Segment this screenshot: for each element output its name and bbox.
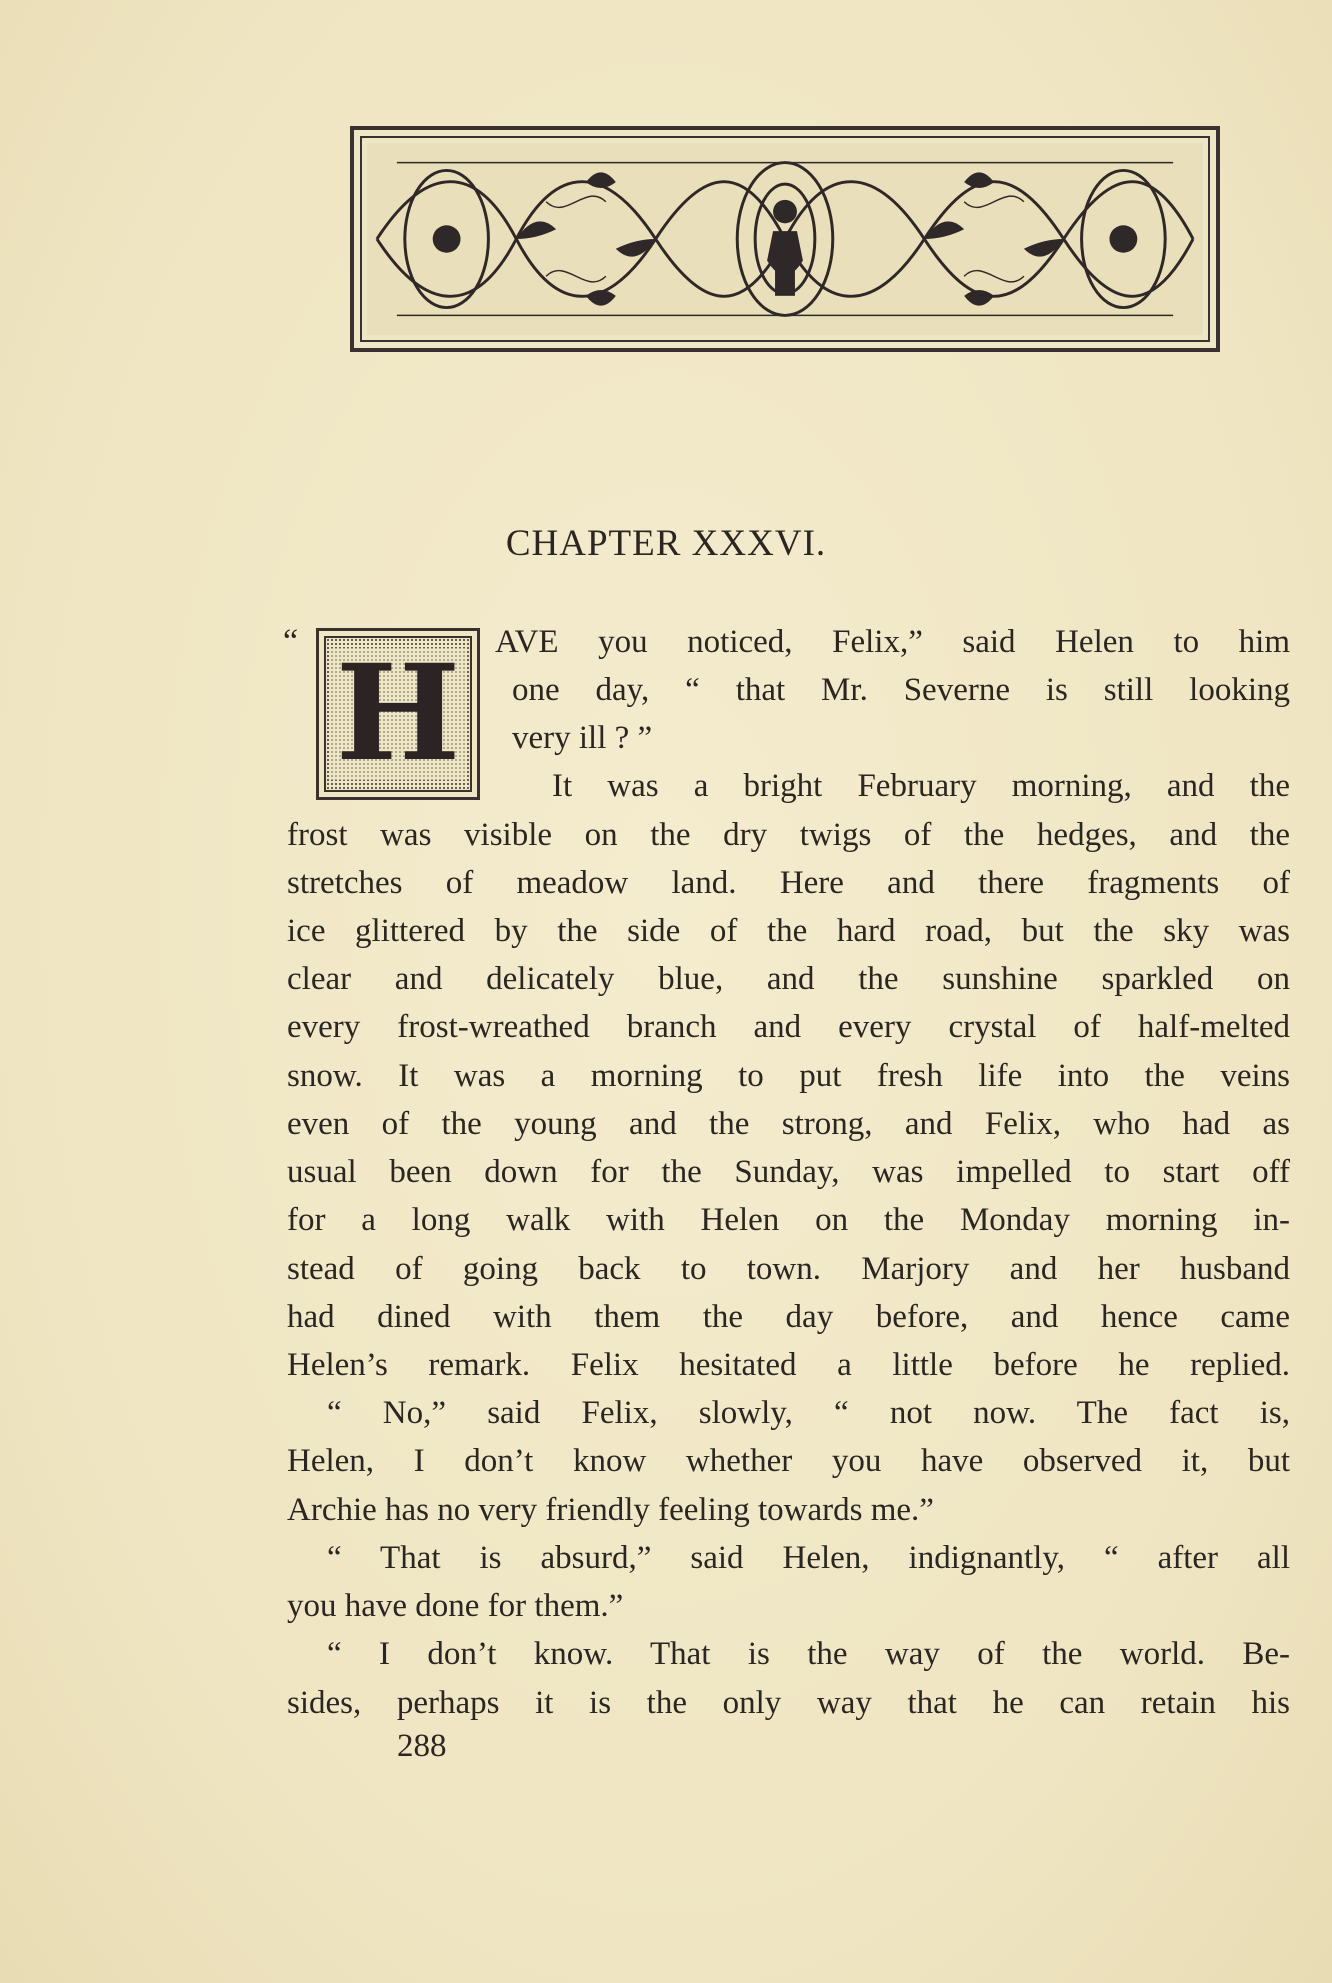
text-line: Helen’s remark. Felix hesitated a little before he replied. bbox=[287, 1347, 1290, 1383]
chapter-title: CHAPTER XXXVI. bbox=[505, 523, 827, 564]
text-line: sides, perhaps it is the only way that he can retain his bbox=[287, 1685, 1290, 1721]
text-line: It was a bright February morning, and the bbox=[552, 768, 1290, 804]
text-line: stretches of meadow land. Here and there fragments of bbox=[287, 865, 1290, 901]
text-line: frost was visible on the dry twigs of the hedges, and the bbox=[287, 817, 1290, 853]
text-line: for a long walk with Helen on the Monday morning in- bbox=[287, 1202, 1290, 1238]
text-line: stead of going back to town. Marjory and her husband bbox=[287, 1251, 1290, 1287]
drop-cap-letter: H bbox=[330, 648, 467, 780]
ornamental-headpiece bbox=[350, 126, 1220, 352]
text-line: Archie has no very friendly feeling towards me.” bbox=[287, 1492, 934, 1528]
text-line: clear and delicately blue, and the sunshine sparkled on bbox=[287, 961, 1290, 997]
text-line: Helen, I don’t know whether you have observed it, but bbox=[287, 1443, 1290, 1479]
text-line: usual been down for the Sunday, was impelled to start off bbox=[287, 1154, 1290, 1190]
page-number: 288 bbox=[397, 1728, 447, 1764]
text-line: ice glittered by the side of the hard road, but the sky was bbox=[287, 913, 1290, 949]
drop-cap bbox=[316, 628, 480, 800]
text-line: AVE you noticed, Felix,” said Helen to him bbox=[495, 624, 1290, 660]
text-line: very ill ? ” bbox=[512, 720, 653, 756]
text-line: you have done for them.” bbox=[287, 1588, 624, 1624]
text-line: even of the young and the strong, and Felix, who had as bbox=[287, 1106, 1290, 1142]
text-line: every frost-wreathed branch and every crystal of half-melted bbox=[287, 1009, 1290, 1045]
text-line: one day, “ that Mr. Severne is still looking bbox=[512, 672, 1290, 708]
floral-ornament-icon bbox=[367, 143, 1203, 335]
text-line: had dined with them the day before, and hence came bbox=[287, 1299, 1290, 1335]
text-line: “ That is absurd,” said Helen, indignantly, “ after all bbox=[327, 1540, 1290, 1576]
text-line: “ I don’t know. That is the way of the world. Be- bbox=[327, 1636, 1290, 1672]
text-line: snow. It was a morning to put fresh life into the veins bbox=[287, 1058, 1290, 1094]
opening-quote: “ bbox=[283, 623, 299, 660]
text-line: “ No,” said Felix, slowly, “ not now. The fact is, bbox=[327, 1395, 1290, 1431]
